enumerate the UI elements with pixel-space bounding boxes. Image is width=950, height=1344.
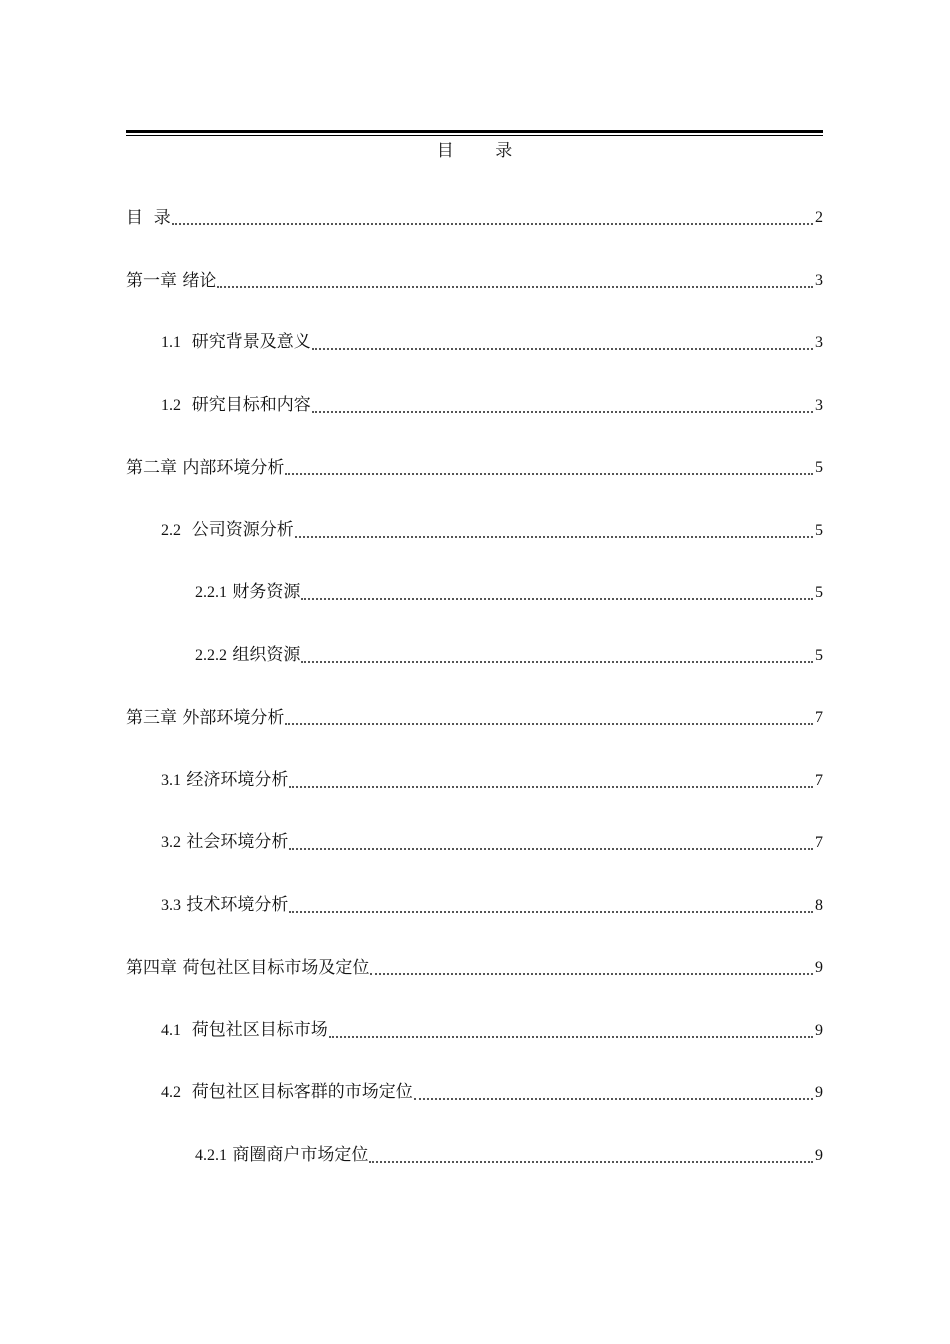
toc-dot-leader (301, 598, 813, 600)
toc-dot-leader (285, 473, 813, 475)
toc-entry-label (126, 955, 369, 981)
toc-entry-text: 组织资源 (227, 644, 301, 665)
toc-entry-label (161, 767, 288, 794)
toc-entry[interactable] (161, 1018, 823, 1044)
toc-entry-label (195, 579, 300, 606)
toc-entry-text: 荷包社区目标客群的市场定位 (181, 1082, 413, 1102)
toc-entry-text: 荷包社区目标市场 (181, 1019, 328, 1040)
toc-page-number: 7 (815, 834, 823, 851)
toc-entry-label (161, 1017, 328, 1044)
toc-dot-leader (312, 348, 813, 350)
toc-page-number: 7 (815, 709, 823, 726)
toc-entry[interactable] (161, 768, 823, 794)
toc-entry-text: 商圈商户市场定位 (227, 1144, 369, 1165)
toc-dot-leader (285, 723, 813, 725)
toc-entry-number: 3.3 (161, 896, 181, 914)
toc-entry-text: 第四章 荷包社区目标市场及定位 (126, 958, 370, 978)
toc-entry-text: 第三章 外部环境分析 (126, 708, 285, 728)
toc-page-number: 8 (815, 896, 823, 914)
toc-dot-leader (301, 661, 813, 663)
toc-entry-label (126, 705, 284, 731)
toc-dot-leader (369, 1161, 813, 1163)
toc-entry[interactable] (161, 330, 823, 356)
toc-entry[interactable] (161, 1080, 823, 1106)
toc-dot-leader (217, 286, 813, 288)
toc-entry-text: 研究背景及意义 (181, 332, 311, 352)
toc-entry-number: 4.2.1 (195, 1146, 227, 1164)
toc-entry[interactable] (195, 580, 823, 606)
toc-dot-leader (414, 1098, 813, 1100)
toc-page-number: 5 (815, 646, 823, 664)
toc-entry-text: 研究目标和内容 (181, 394, 311, 415)
toc-entry-text: 目 录 (126, 208, 171, 228)
toc-entry[interactable] (195, 643, 823, 669)
toc-entry[interactable] (195, 1143, 823, 1169)
toc-entry-number: 1.1 (161, 334, 181, 351)
toc-entry-number: 2.2.2 (195, 646, 227, 664)
toc-dot-leader (329, 1036, 813, 1038)
toc-entry[interactable] (126, 955, 823, 981)
toc-entry-label (161, 392, 311, 419)
toc-page-number: 3 (815, 396, 823, 414)
toc-page-number: 3 (815, 334, 823, 351)
toc-entry[interactable] (126, 705, 823, 731)
toc-page-number: 7 (815, 771, 823, 789)
toc-page-number: 5 (815, 521, 823, 539)
toc-entry-label (195, 642, 300, 669)
toc-dot-leader (289, 911, 813, 913)
toc-page-number: 3 (815, 271, 823, 289)
toc-entry-label (126, 268, 216, 294)
toc-entry[interactable] (126, 268, 823, 294)
toc-entry-text: 公司资源分析 (181, 519, 294, 540)
toc-page-number: 9 (815, 959, 823, 976)
toc-entry-label (161, 892, 288, 919)
toc-entry[interactable] (161, 393, 823, 419)
toc-entry[interactable] (126, 205, 823, 231)
toc-page-number: 2 (815, 209, 823, 226)
toc-entry-text: 社会环境分析 (181, 832, 289, 852)
toc-entry-label (126, 455, 284, 481)
toc-entry-number: 2.2 (161, 521, 181, 539)
toc-entry[interactable] (161, 893, 823, 919)
toc-entry-text: 财务资源 (227, 582, 301, 602)
toc-entry[interactable] (126, 455, 823, 481)
toc-page-number: 9 (815, 1146, 823, 1164)
toc-entry-number: 4.2 (161, 1084, 181, 1101)
toc-entry-number: 3.1 (161, 771, 181, 789)
toc-page-number: 5 (815, 584, 823, 601)
toc-dot-leader (312, 411, 813, 413)
toc-dot-leader (370, 973, 813, 975)
toc-entry-label (126, 205, 171, 231)
toc-entry-text: 第二章 内部环境分析 (126, 458, 285, 478)
toc-entry-label (195, 1142, 368, 1169)
toc-entry-text: 技术环境分析 (181, 894, 289, 915)
toc-entry-number: 3.2 (161, 834, 181, 851)
toc-entry[interactable] (161, 830, 823, 856)
toc-entry-label (161, 1079, 413, 1106)
toc-entry-label (161, 329, 311, 356)
toc-entry-text: 第一章 绪论 (126, 270, 217, 291)
toc-entry-number: 2.2.1 (195, 584, 227, 601)
toc-page-number: 9 (815, 1084, 823, 1101)
toc-page-number: 9 (815, 1021, 823, 1039)
toc-page-number: 5 (815, 459, 823, 476)
toc-entry[interactable] (161, 518, 823, 544)
toc-entry-text: 经济环境分析 (181, 769, 289, 790)
toc-dot-leader (295, 536, 813, 538)
toc-dot-leader (289, 848, 813, 850)
toc-entry-number: 4.1 (161, 1021, 181, 1039)
toc-entry-number: 1.2 (161, 396, 181, 414)
toc-entry-label (161, 829, 288, 856)
toc-dot-leader (289, 786, 813, 788)
document-title: 目 录 (436, 141, 531, 161)
toc-entry-label (161, 517, 294, 544)
toc-dot-leader (172, 223, 813, 225)
